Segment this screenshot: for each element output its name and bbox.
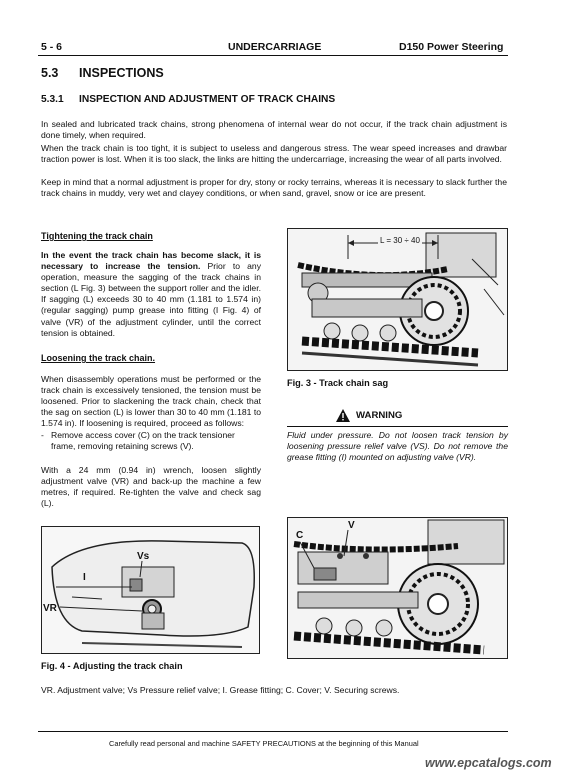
- subsection-number: 5.3.1: [41, 94, 64, 105]
- loosening-paragraph-1: When disassembly operations must be performed or the track chain is excessively tensioned, the tension must be loosened. Prior to slackening the track chain, check that the sag on section (L) is lower than 30 to 40 mm (1.181 to 1.574 in). If loosening is required, proceed as follows:: [41, 374, 261, 429]
- footer-safety-text: Carefully read personal and machine SAFETY PRECAUTIONS at the beginning of this Manual: [109, 739, 419, 748]
- section-title: INSPECTIONS: [79, 66, 164, 80]
- figure-4-adjusting-track-chain: [41, 526, 260, 654]
- tightening-paragraph: [41, 250, 261, 339]
- warning-triangle-icon: [336, 409, 350, 422]
- subsection-title: INSPECTION AND ADJUSTMENT OF TRACK CHAINS: [79, 94, 336, 105]
- label-v: V: [348, 520, 355, 531]
- tightening-body: Prior to any operation, measure the sagging of the track chains in section (L Fig. 3) between the support roller and the idler. If sagging (L) exceeds 30 to 40 mm (1.181 to 1.574 in) (regular sagging) pump grease into fitting (I Fig. 4) of valve (VR) of the adjustment cylinder, until the correct tension is obtained.: [41, 261, 261, 338]
- figure-4-caption: Fig. 4 - Adjusting the track chain: [41, 661, 183, 671]
- figure-5-cover-and-screws: [287, 517, 508, 659]
- page-number: 5 - 6: [41, 41, 63, 53]
- footer-rule: [38, 731, 508, 732]
- loosening-item-dash: -: [41, 430, 44, 440]
- warning-title: WARNING: [356, 410, 403, 421]
- intro-paragraph-2: When the track chain is too tight, it is subject to useless and dangerous stress. The wear speed increases and drawbar traction power is lost. When it is too slack, the links are hitting the undercarriage, increasing the wear of all parts involved.: [41, 143, 507, 165]
- header-rule: [38, 55, 508, 56]
- label-vs: Vs: [137, 551, 150, 562]
- loosening-heading: Loosening the track chain.: [41, 353, 156, 363]
- loosening-item: Remove access cover (C) on the track tensioner frame, removing retaining screws (V).: [51, 430, 235, 452]
- tightening-heading: Tightening the track chain: [41, 231, 153, 241]
- intro-paragraph-3: Keep in mind that a normal adjustment is proper for dry, stony or rocky terrains, whereas it is necessary to slack further the track chains in muddy, very wet and clayey conditions, or when sand, gravel, snow or ice are present.: [41, 177, 507, 199]
- warning-rule: [287, 426, 508, 427]
- figure-3-caption: Fig. 3 - Track chain sag: [287, 378, 389, 388]
- label-i: I: [83, 572, 86, 583]
- intro-paragraph-1: In sealed and lubricated track chains, strong phenomena of internal wear do not occur, if the track chain adjustment is done timely, when required.: [41, 119, 507, 141]
- header-section: UNDERCARRIAGE: [228, 41, 322, 53]
- figure-3-track-chain-sag: [287, 228, 508, 371]
- adjustment-valve-illustration: [42, 527, 260, 654]
- sag-dimension-label: L = 30 ÷ 40: [380, 236, 420, 245]
- header-manual: D150 Power Steering: [399, 41, 504, 53]
- watermark-text: www.epcatalogs.com: [425, 756, 552, 770]
- warning-text: Fluid under pressure. Do not loosen track tension by loosening pressure relief valve (VS). Do not remove the grease fitting (I) mounted on adjusting valve (VR).: [287, 430, 508, 463]
- label-vr: VR: [43, 603, 57, 614]
- loosening-paragraph-2: With a 24 mm (0.94 in) wrench, loosen slightly adjustment valve (VR) and back-up the machine a few metres, if required. Re-tighten the valve and check sag (L).: [41, 465, 261, 509]
- figure-legend: VR. Adjustment valve; Vs Pressure relief valve; I. Grease fitting; C. Cover; V. Securing screws.: [41, 685, 400, 695]
- tightening-bold-lead: In the event the track chain has become slack, it is necessary to increase the tension.: [41, 250, 261, 272]
- section-number: 5.3: [41, 66, 59, 80]
- track-tensioner-illustration: [288, 518, 508, 659]
- label-c: C: [296, 530, 304, 541]
- track-sag-illustration: [288, 229, 508, 371]
